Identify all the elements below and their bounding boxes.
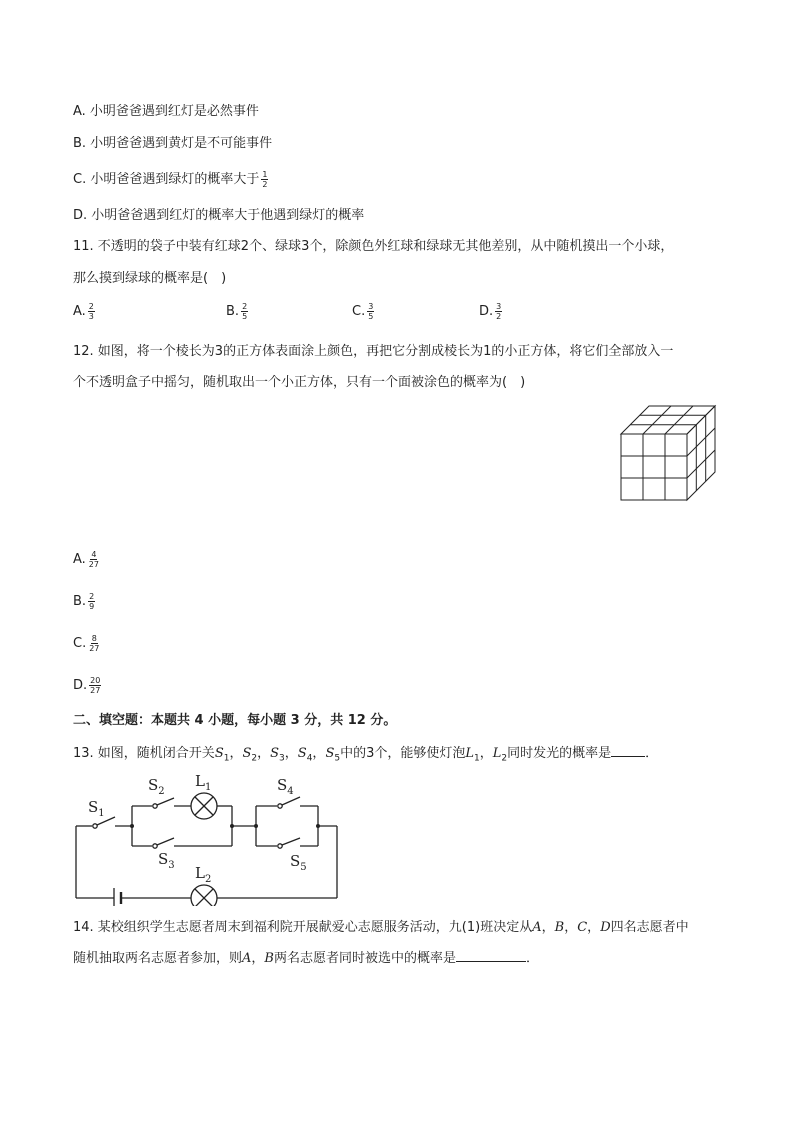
label-s2: $S_2$ [148, 776, 165, 797]
q10-option-c-text: C. 小明爸爸遇到绿灯的概率大于 [73, 172, 260, 187]
q11-option-a: A. $\frac{2}{3}$ [73, 302, 94, 321]
q13-answer-blank[interactable] [611, 744, 645, 757]
label-s4: $S_4$ [277, 776, 294, 797]
q10-option-b: B. 小明爸爸遇到黄灯是不可能事件 [73, 136, 273, 151]
q12-stem-line2: 个不透明盒子中摇匀，随机取出一个小正方体，只有一个面被涂色的概率为( ) [73, 375, 526, 390]
label-l2: $L_2$ [195, 864, 212, 885]
q13-stem: 13. 如图，随机闭合开关$S_1$，$S_2$，$S_3$，$S_4$，$S_5$中的3个，能够使灯泡$L_1$，$L_2$同时发光的概率是 ． [73, 746, 659, 764]
q11-option-b: B. $\frac{2}{5}$ [226, 302, 248, 321]
circuit-diagram [70, 766, 345, 906]
q14-stem-line2: 随机抽取两名志愿者参加，则A，B两名志愿者同时被选中的概率是 ． [73, 951, 540, 966]
label-s1: $S_1$ [88, 798, 105, 819]
section-fill-in-title: 二、填空题：本题共 4 小题，每小题 3 分，共 12 分。 [73, 713, 397, 728]
q11-stem-line2: 那么摸到绿球的概率是( ) [73, 271, 227, 286]
label-l1: $L_1$ [195, 772, 212, 793]
q12-option-d: D. $\frac{20}{27}$ [73, 676, 101, 695]
q12-option-c: C. $\frac{8}{27}$ [73, 634, 100, 653]
q10-option-d: D. 小明爸爸遇到红灯的概率大于他遇到绿灯的概率 [73, 208, 365, 223]
q14-answer-blank[interactable] [456, 949, 526, 962]
q12-option-b: B. $\frac{2}{9}$ [73, 592, 95, 611]
q10-option-a: A. 小明爸爸遇到红灯是必然事件 [73, 104, 259, 119]
q11-option-d: D. $\frac{3}{2}$ [479, 302, 502, 321]
q12-stem-line1: 12. 如图，将一个棱长为3的正方体表面涂上颜色，再把它分割成棱长为1的小正方体，将它们全部放入一 [73, 344, 674, 359]
q10-option-c-fraction: $\frac{1}{2}$ [262, 170, 268, 189]
label-s5: $S_5$ [290, 852, 307, 873]
q14-stem-line1: 14. 某校组织学生志愿者周末到福利院开展献爱心志愿服务活动，九(1)班决定从A，B，C，D四名志愿者中 [73, 920, 689, 935]
cube-figure [615, 400, 725, 510]
q11-stem-line1: 11. 不透明的袋子中装有红球2个、绿球3个，除颜色外红球和绿球无其他差别，从中随机摸出一个小球， [73, 239, 674, 254]
label-s3: $S_3$ [158, 850, 175, 871]
q12-option-a: A. $\frac{4}{27}$ [73, 550, 99, 569]
q10-option-c [73, 170, 268, 189]
q11-option-c: C. $\frac{3}{5}$ [352, 302, 374, 321]
